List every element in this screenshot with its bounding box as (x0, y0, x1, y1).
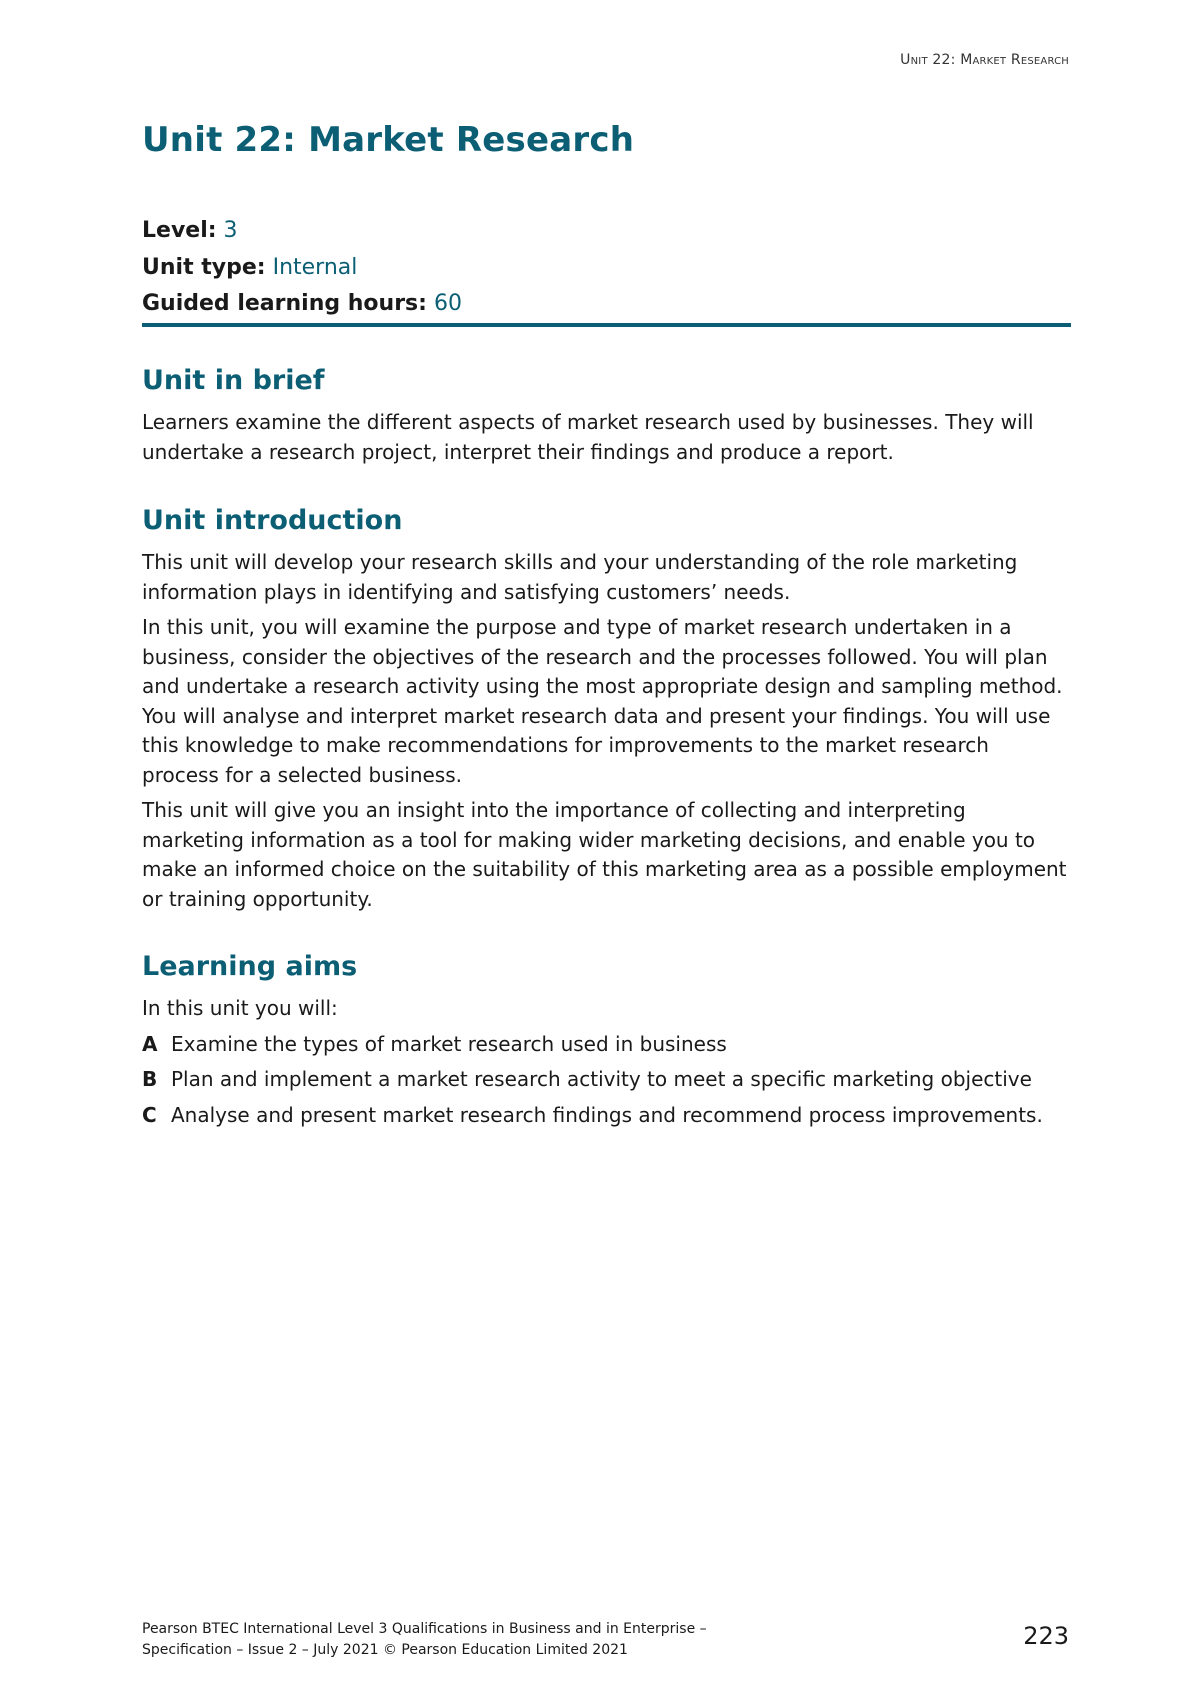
page-number: 223 (1023, 1622, 1069, 1650)
meta-value: 60 (433, 291, 462, 316)
section-heading: Unit introduction (142, 505, 403, 536)
footer-line: Pearson BTEC International Level 3 Qualifications in Business and in Enterprise – (142, 1621, 707, 1637)
aim-text: Analyse and present market research findings and recommend process improvements. (171, 1102, 1043, 1127)
meta-level (142, 213, 1072, 250)
footer (142, 1619, 707, 1661)
aim-text: Plan and implement a market research activity to meet a specific marketing objective (171, 1067, 1032, 1091)
meta-label: Unit type: (142, 254, 266, 280)
unit-meta (142, 213, 1072, 323)
meta-value: 3 (223, 218, 238, 243)
intro-paragraph: In this unit, you will examine the purpose and type of market research undertaken in a business, consider the objectives of the research and the processes followed. You will plan and undertake a research activity using the most appropriate design and sampling method. You will analyse and interpret market research data and present your findings. You will use this knowledge to make recommendations for improvements to the market research process for a selected business. (142, 615, 1063, 787)
intro-paragraph: This unit will develop your research skills and your understanding of the role marketing information plays in identifying and satisfying customers’ needs. (142, 550, 1018, 604)
section-heading: Learning aims (142, 951, 358, 982)
meta-value: Internal (272, 254, 358, 280)
footer-line: Specification – Issue 2 – July 2021 © Pearson Education Limited 2021 (142, 1642, 628, 1658)
meta-label: Level: (142, 218, 217, 243)
aim-item (142, 1065, 1072, 1095)
unit-introduction-section (142, 504, 1072, 914)
aim-text: Examine the types of market research used in business (171, 1031, 727, 1056)
aim-letter: A (142, 1031, 158, 1056)
running-head: Unit 22: Market Research (900, 52, 1069, 68)
section-heading: Unit in brief (142, 365, 325, 396)
meta-label: Guided learning hours: (142, 291, 427, 316)
meta-unit-type (142, 250, 1072, 287)
aim-item (142, 1030, 1072, 1060)
meta-guided-hours (142, 286, 1072, 323)
aim-letter: B (142, 1067, 158, 1091)
brief-paragraph: Learners examine the different aspects of market research used by businesses. They will undertake a research project, interpret their findings and produce a report. (142, 410, 1034, 464)
learning-aims-section (142, 950, 1072, 1130)
page-title: Unit 22: Market Research (142, 120, 635, 160)
section-divider (142, 323, 1071, 327)
aims-intro: In this unit you will: (142, 996, 338, 1020)
unit-in-brief-section (142, 364, 1072, 467)
aim-letter: C (142, 1102, 157, 1127)
intro-paragraph: This unit will give you an insight into the importance of collecting and interpreting marketing information as a tool for making wider marketing decisions, and enable you to make an informed choice on the suitability of this marketing area as a possible employment or training opportunity. (142, 798, 1067, 911)
aim-item (142, 1101, 1072, 1131)
